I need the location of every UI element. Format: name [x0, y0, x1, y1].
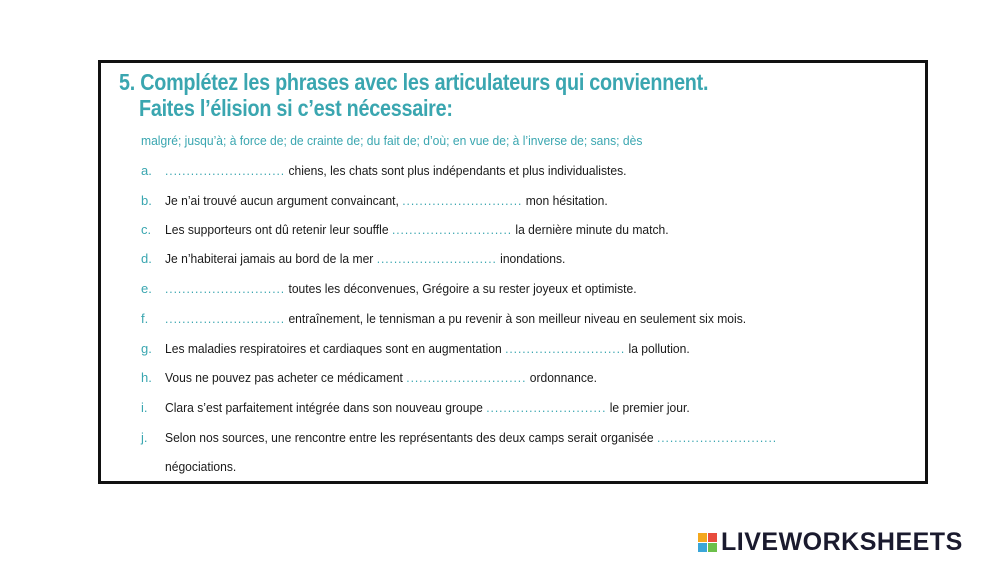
answer-blank[interactable]: ............................	[165, 163, 286, 178]
item-letter: d.	[141, 251, 152, 266]
item-text-before: Vous ne pouvez pas acheter ce médicament	[165, 370, 407, 385]
answer-blank[interactable]: ............................	[656, 430, 778, 445]
item-text-after: toutes les déconvenues, Grégoire a su rester joyeux et optimiste.	[285, 281, 637, 296]
answer-blank[interactable]: ............................	[402, 193, 523, 208]
worksheet-panel	[98, 60, 928, 484]
item-text	[165, 370, 597, 385]
answer-blank[interactable]: ............................	[165, 281, 286, 296]
item-text-before: Les maladies respiratoires et cardiaques sont en augmentation	[165, 341, 506, 356]
item-text-after: chiens, les chats sont plus indépendants et plus individualistes.	[285, 163, 627, 178]
item-letter: j.	[141, 430, 148, 445]
item-text-before: Je n’habiterai jamais au bord de la mer	[165, 251, 377, 266]
item-text	[165, 281, 637, 296]
item-letter: c.	[141, 222, 152, 237]
item-text	[165, 193, 608, 208]
liveworksheets-logo	[698, 528, 963, 556]
item-text	[165, 251, 565, 266]
item-letter: g.	[141, 341, 152, 356]
item-text-before: Les supporteurs ont dû retenir leur souffle	[165, 222, 392, 237]
word-bank: malgré; jusqu’à; à force de; de crainte de; du fait de; d’où; en vue de; à l’inverse de; sans; dès	[141, 133, 643, 148]
logo-icon	[698, 533, 717, 552]
item-text	[165, 341, 690, 356]
exercise-title: 5. Complétez les phrases avec les articulateurs qui conviennent.	[119, 69, 709, 95]
item-letter: b.	[141, 193, 152, 208]
item-letter: f.	[141, 311, 149, 326]
logo-text: LIVEWORKSHEETS	[721, 527, 963, 556]
answer-blank[interactable]: ............................	[165, 311, 286, 326]
item-text-after: le premier jour.	[606, 400, 690, 415]
item-text-after: inondations.	[496, 251, 566, 266]
exercise-subtitle: Faites l’élision si c’est nécessaire:	[139, 95, 453, 121]
item-text	[165, 400, 690, 415]
answer-blank[interactable]: ............................	[505, 341, 626, 356]
item-text-after: entraînement, le tennisman a pu revenir à son meilleur niveau en seulement six mois.	[285, 311, 747, 326]
item-text: négociations.	[165, 459, 237, 474]
item-text	[165, 311, 746, 326]
item-letter: h.	[141, 370, 152, 385]
answer-blank[interactable]: ............................	[391, 222, 513, 237]
item-text-after: la dernière minute du match.	[512, 222, 669, 237]
item-text-after: la pollution.	[625, 341, 690, 356]
item-text-before: Je n’ai trouvé aucun argument convaincant,	[165, 193, 403, 208]
item-letter: a.	[141, 163, 152, 178]
item-letter: e.	[141, 281, 152, 296]
item-text-after: ordonnance.	[526, 370, 597, 385]
answer-blank[interactable]: ............................	[406, 370, 527, 385]
item-text	[165, 222, 669, 237]
answer-blank[interactable]: ............................	[486, 400, 607, 415]
item-text-before: Selon nos sources, une rencontre entre les représentants des deux camps serait organisée	[165, 430, 657, 445]
answer-blank[interactable]: ............................	[376, 251, 497, 266]
item-text	[165, 163, 627, 178]
item-text	[165, 430, 777, 445]
item-letter: i.	[141, 400, 148, 415]
item-text-before: Clara s’est parfaitement intégrée dans son nouveau groupe	[165, 400, 487, 415]
item-text-after: mon hésitation.	[522, 193, 608, 208]
